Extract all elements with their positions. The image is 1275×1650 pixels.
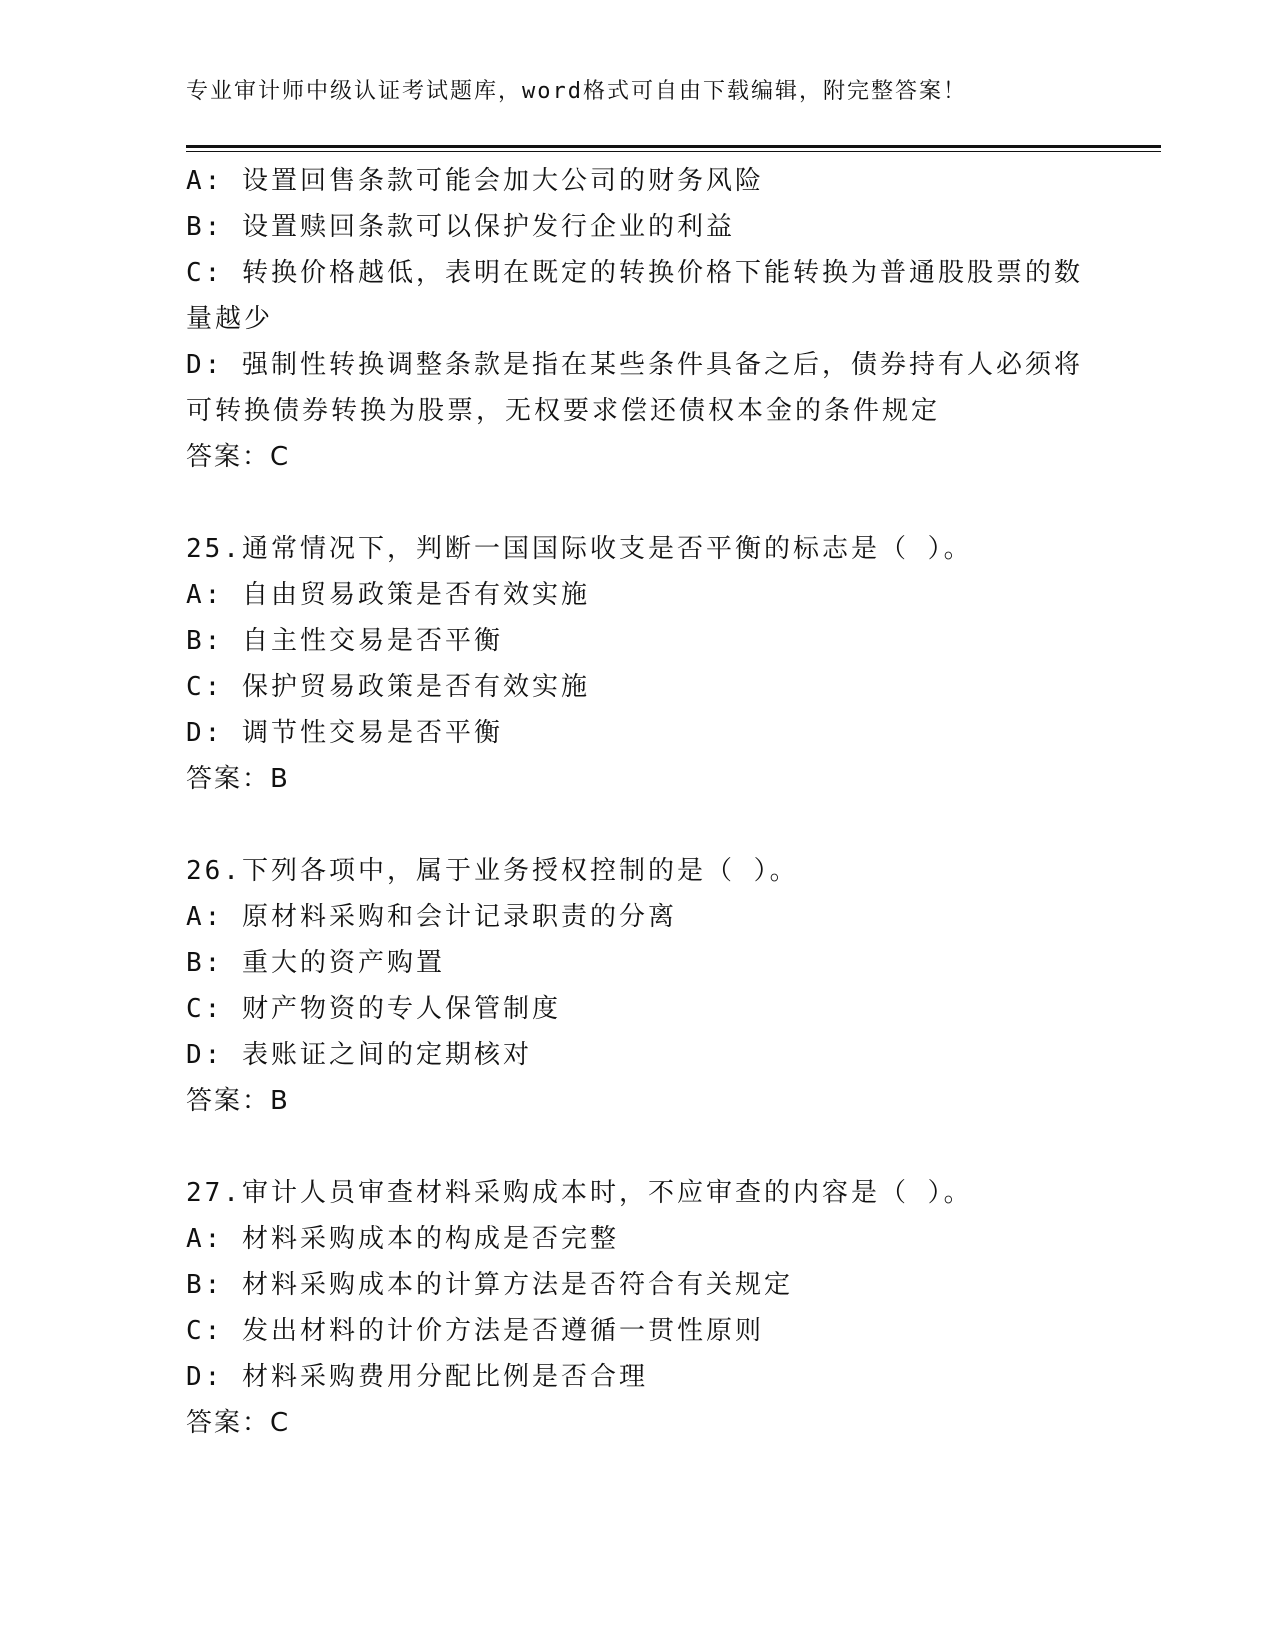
question-text: 27.审计人员审查材料采购成本时，不应审查的内容是（ ）。 — [186, 1178, 973, 1208]
option-c: C: 发出材料的计价方法是否遵循一贯性原则 — [186, 1316, 764, 1346]
option-a: A: 自由贸易政策是否有效实施 — [186, 580, 590, 610]
option-c: C: 转换价格越低，表明在既定的转换价格下能转换为普通股股票的数 — [186, 258, 1083, 288]
option-c-continued: 量越少 — [186, 304, 274, 334]
option-b: B: 重大的资产购置 — [186, 948, 445, 978]
answer: 答案：C — [186, 1408, 291, 1438]
answer: 答案：B — [186, 1086, 290, 1116]
option-c: C: 保护贸易政策是否有效实施 — [186, 672, 590, 702]
header-rule-thin — [186, 151, 1161, 152]
option-d: D: 强制性转换调整条款是指在某些条件具备之后，债券持有人必须将 — [186, 350, 1083, 380]
answer: 答案：C — [186, 442, 291, 472]
option-d: D: 调节性交易是否平衡 — [186, 718, 503, 748]
question-26-block — [186, 848, 1086, 1124]
header-rule-thick — [186, 145, 1161, 148]
option-a: A: 设置回售条款可能会加大公司的财务风险 — [186, 166, 764, 196]
question-27-block — [186, 1170, 1086, 1446]
option-b: B: 材料采购成本的计算方法是否符合有关规定 — [186, 1270, 793, 1300]
question-25-block — [186, 526, 1086, 802]
option-b: B: 自主性交易是否平衡 — [186, 626, 503, 656]
answer: 答案：B — [186, 764, 290, 794]
document-body — [186, 158, 1086, 1446]
question-text: 26.下列各项中，属于业务授权控制的是（ ）。 — [186, 856, 799, 886]
option-b: B: 设置赎回条款可以保护发行企业的利益 — [186, 212, 735, 242]
page-header: 专业审计师中级认证考试题库，word格式可自由下载编辑，附完整答案！ — [186, 79, 967, 104]
question-text: 25.通常情况下，判断一国国际收支是否平衡的标志是（ ）。 — [186, 534, 973, 564]
option-d: D: 表账证之间的定期核对 — [186, 1040, 532, 1070]
spacer — [186, 480, 1086, 526]
spacer — [186, 802, 1086, 848]
option-d-continued: 可转换债券转换为股票，无权要求偿还债权本金的条件规定 — [186, 396, 941, 426]
option-d: D: 材料采购费用分配比例是否合理 — [186, 1362, 648, 1392]
option-a: A: 材料采购成本的构成是否完整 — [186, 1224, 619, 1254]
option-c: C: 财产物资的专人保管制度 — [186, 994, 561, 1024]
spacer — [186, 1124, 1086, 1170]
question-24-block — [186, 158, 1086, 480]
option-a: A: 原材料采购和会计记录职责的分离 — [186, 902, 677, 932]
